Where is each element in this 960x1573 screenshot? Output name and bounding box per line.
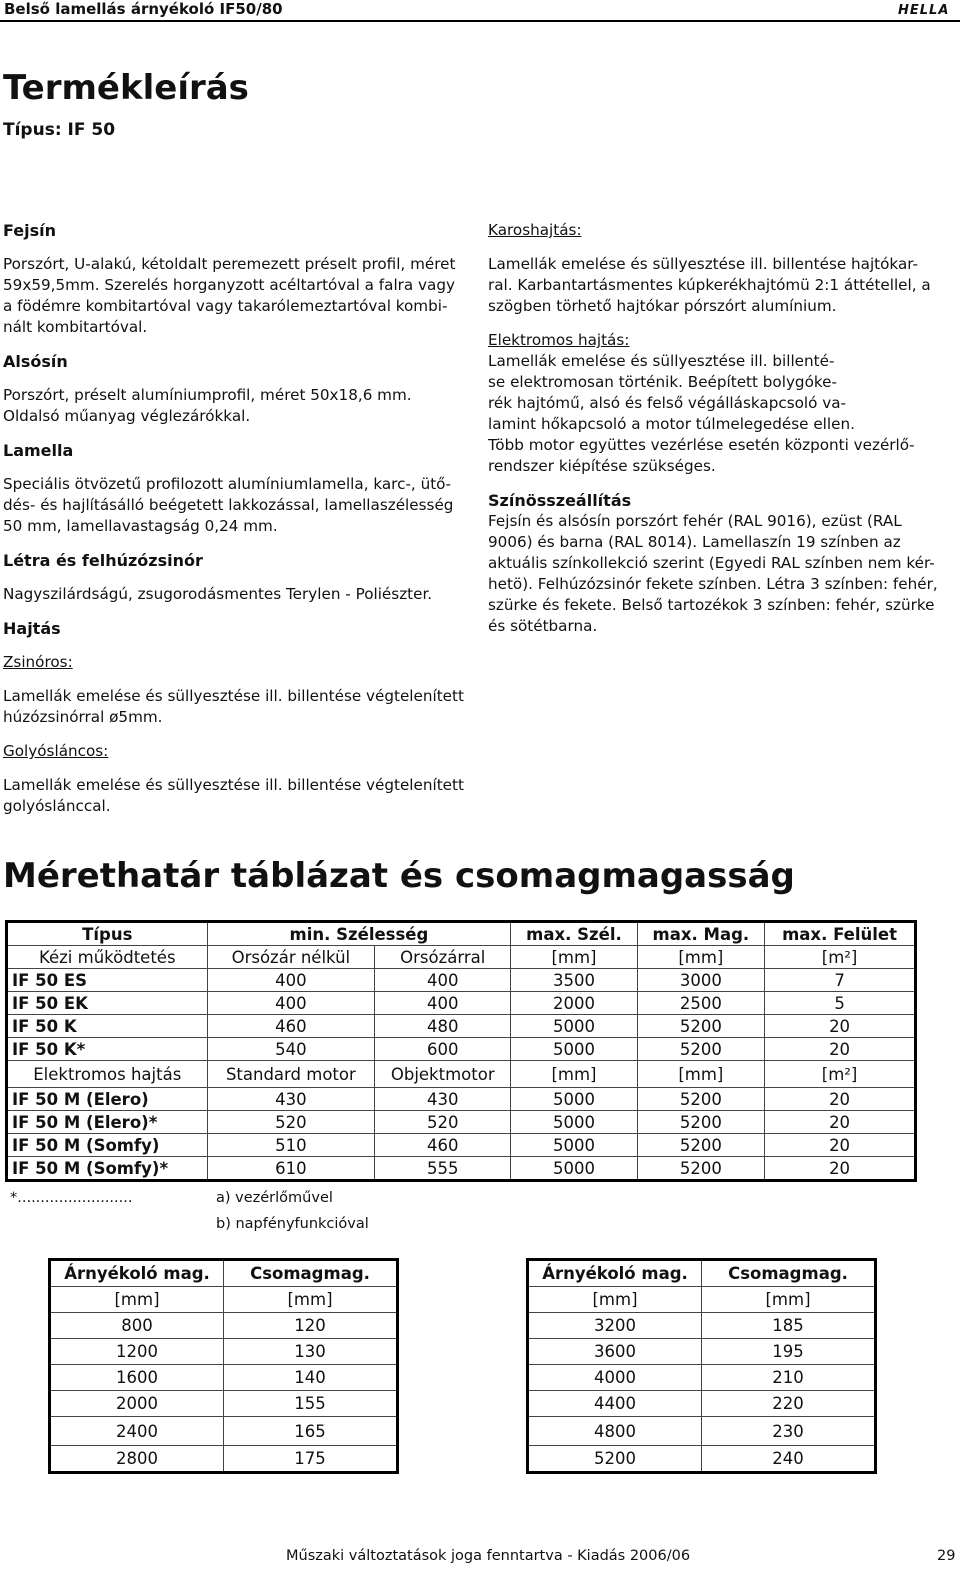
hajtas-heading: Hajtás <box>3 619 61 638</box>
karos-line: szögben törhető hajtókar pórszórt alumínium. <box>488 297 837 315</box>
table-cell: 1600 <box>50 1365 224 1391</box>
letra-line: Nagyszilárdságú, zsugorodásmentes Terylen - Poliészter. <box>3 585 433 603</box>
table-header-cell: Árnyékoló mag. <box>50 1260 224 1287</box>
table-subheader-cell: [mm] <box>511 1061 637 1088</box>
zsinoros-line: húzózsinórral ø5mm. <box>3 708 163 726</box>
alsosin-line: Oldalsó műanyag véglezárókkal. <box>3 407 251 425</box>
table-cell: IF 50 K* <box>7 1038 208 1061</box>
table-cell: 195 <box>702 1339 876 1365</box>
table-header-cell: max. Mag. <box>637 922 765 946</box>
table-cell: 460 <box>375 1134 511 1157</box>
table-cell: IF 50 M (Elero) <box>7 1088 208 1111</box>
table-cell: 5000 <box>511 1157 637 1181</box>
table-subheader-cell: Elektromos hajtás <box>7 1061 208 1088</box>
lamella-line: dés- és hajlításálló beégetett lakkozással, lamellaszélesség <box>3 496 454 514</box>
table-cell: 2500 <box>637 992 765 1015</box>
table-cell: IF 50 K <box>7 1015 208 1038</box>
table-subheader-cell: [mm] <box>637 946 765 969</box>
table-cell: 5200 <box>637 1088 765 1111</box>
lamella-line: 50 mm, lamellavastagság 0,24 mm. <box>3 517 278 535</box>
brand-logo: HELLA <box>898 3 950 18</box>
table-unit-cell: [mm] <box>528 1287 702 1313</box>
table-cell: 3000 <box>637 969 765 992</box>
table-cell: 20 <box>765 1088 916 1111</box>
table-row <box>7 992 916 1015</box>
table-cell: 5200 <box>637 1015 765 1038</box>
table-cell: 120 <box>224 1313 398 1339</box>
table-row <box>7 1157 916 1181</box>
table-cell: 400 <box>207 969 375 992</box>
table-cell: 4400 <box>528 1391 702 1417</box>
table-cell: 5000 <box>511 1088 637 1111</box>
szin-heading: Színösszeállítás <box>488 491 632 510</box>
table-header-cell: Csomagmag. <box>224 1260 398 1287</box>
table-row <box>50 1417 398 1446</box>
table-row <box>528 1446 876 1473</box>
zsinoros-heading: Zsinóros: <box>3 653 73 671</box>
table-cell: 400 <box>207 992 375 1015</box>
header-divider <box>0 20 960 22</box>
table-row <box>50 1391 398 1417</box>
page-title: Termékleírás <box>3 68 249 108</box>
table-cell: 400 <box>375 992 511 1015</box>
table-row <box>528 1391 876 1417</box>
table-cell: 155 <box>224 1391 398 1417</box>
table-cell: 240 <box>702 1446 876 1473</box>
karos-line: Lamellák emelése és süllyesztése ill. billentése hajtókar- <box>488 255 919 273</box>
table-header-cell: Árnyékoló mag. <box>528 1260 702 1287</box>
table-header-cell: Típus <box>7 922 208 946</box>
package-table-2 <box>526 1258 877 1474</box>
zsinoros-line: Lamellák emelése és süllyesztése ill. billentése végtelenített <box>3 687 464 705</box>
table-cell: 230 <box>702 1417 876 1446</box>
table-cell: 20 <box>765 1134 916 1157</box>
table-cell: 800 <box>50 1313 224 1339</box>
table-unit-cell: [mm] <box>702 1287 876 1313</box>
elektro-line: Lamellák emelése és süllyesztése ill. billenté- <box>488 352 835 370</box>
table-cell: 210 <box>702 1365 876 1391</box>
table-cell: 220 <box>702 1391 876 1417</box>
footer-text: Műszaki változtatások joga fenntartva - Kiadás 2006/06 <box>286 1548 691 1564</box>
table-cell: 600 <box>375 1038 511 1061</box>
table-subheader-cell: Standard motor <box>207 1061 375 1088</box>
table-cell: 3200 <box>528 1313 702 1339</box>
table-row <box>50 1339 398 1365</box>
table-row <box>7 1111 916 1134</box>
table-cell: 4800 <box>528 1417 702 1446</box>
left-column <box>3 220 473 817</box>
table-cell: 5200 <box>637 1134 765 1157</box>
table-cell: 3600 <box>528 1339 702 1365</box>
table-cell: 510 <box>207 1134 375 1157</box>
table-cell: 430 <box>375 1088 511 1111</box>
table-cell: 20 <box>765 1015 916 1038</box>
table-cell: 555 <box>375 1157 511 1181</box>
szin-line: aktuális színkollekció szerint (Egyedi RAL színben nem kér- <box>488 554 935 572</box>
header-title: Belső lamellás árnyékoló IF50/80 <box>4 0 283 18</box>
table-row <box>528 1339 876 1365</box>
karos-line: ral. Karbantartásmentes kúpkerékhajtómü 2:1 áttétellel, a <box>488 276 931 294</box>
table-cell: 5 <box>765 992 916 1015</box>
szin-line: szürke és fekete. Belső tartozékok 3 színben: fehér, szürke <box>488 596 935 614</box>
table-cell: 165 <box>224 1417 398 1446</box>
elektro-line: se elektromosan történik. Beépített bolygóke- <box>488 373 837 391</box>
table-row <box>50 1446 398 1473</box>
table-cell: 5200 <box>637 1111 765 1134</box>
table-cell: 2400 <box>50 1417 224 1446</box>
lamella-line: Speciális ötvözetű profilozott alumíniumlamella, karc-, ütő- <box>3 475 451 493</box>
golyo-heading: Golyósláncos: <box>3 742 109 760</box>
table-header-cell: Csomagmag. <box>702 1260 876 1287</box>
table-row <box>7 1088 916 1111</box>
table-cell: 7 <box>765 969 916 992</box>
package-table-1 <box>48 1258 399 1474</box>
table-cell: 20 <box>765 1111 916 1134</box>
fejsin-heading: Fejsín <box>3 221 57 240</box>
table-row <box>528 1313 876 1339</box>
table-cell: 5200 <box>637 1038 765 1061</box>
elektro-heading: Elektromos hajtás: <box>488 331 630 349</box>
karos-heading: Karoshajtás: <box>488 221 582 239</box>
footnote-a: a) vezérlőművel <box>216 1190 333 1206</box>
table-row <box>528 1417 876 1446</box>
elektro-line: rék hajtómű, alsó és felső végálláskapcsoló va- <box>488 394 847 412</box>
table-row <box>528 1365 876 1391</box>
table-cell: 5000 <box>511 1111 637 1134</box>
table-subheader-cell: Orsózár nélkül <box>207 946 375 969</box>
elektro-line: lamint hőkapcsoló a motor túlmelegedése ellen. <box>488 415 855 433</box>
table-cell: 3500 <box>511 969 637 992</box>
table-cell: 5000 <box>511 1134 637 1157</box>
fejsin-line: 59x59,5mm. Szerelés horganyzott acéltartóval a falra vagy <box>3 276 455 294</box>
table-cell: 520 <box>375 1111 511 1134</box>
letra-heading: Létra és felhúzózsinór <box>3 551 203 570</box>
table-cell: 400 <box>375 969 511 992</box>
table-cell: 130 <box>224 1339 398 1365</box>
table-unit-cell: [mm] <box>224 1287 398 1313</box>
table-cell: 4000 <box>528 1365 702 1391</box>
szin-line: hetö). Felhúzózsinór fekete színben. Létra 3 színben: fehér, <box>488 575 938 593</box>
table-cell: 5000 <box>511 1015 637 1038</box>
table-cell: 5200 <box>637 1157 765 1181</box>
table-cell: 2000 <box>50 1391 224 1417</box>
table-cell: 480 <box>375 1015 511 1038</box>
table-subheader-cell: Kézi működtetés <box>7 946 208 969</box>
table-cell: 540 <box>207 1038 375 1061</box>
szin-line: és sötétbarna. <box>488 617 598 635</box>
table-subheader-cell: [m²] <box>765 1061 916 1088</box>
table-subheader-cell: [mm] <box>637 1061 765 1088</box>
table-row <box>7 1134 916 1157</box>
table-cell: 520 <box>207 1111 375 1134</box>
table-header-cell: max. Szél. <box>511 922 637 946</box>
table-cell: 5000 <box>511 1038 637 1061</box>
table-cell: IF 50 M (Somfy)* <box>7 1157 208 1181</box>
table-cell: IF 50 M (Somfy) <box>7 1134 208 1157</box>
table-row <box>7 969 916 992</box>
alsosin-heading: Alsósín <box>3 352 68 371</box>
elektro-line: Több motor együttes vezérlése esetén központi vezérlő- <box>488 436 915 454</box>
right-column <box>488 220 958 637</box>
table-header-cell: max. Felület <box>765 922 916 946</box>
table-cell: 460 <box>207 1015 375 1038</box>
table-unit-cell: [mm] <box>50 1287 224 1313</box>
table-cell: 430 <box>207 1088 375 1111</box>
szin-line: 9006) és barna (RAL 8014). Lamellaszín 19 színben az <box>488 533 901 551</box>
table-header-cell: min. Szélesség <box>207 922 511 946</box>
table-cell: 20 <box>765 1038 916 1061</box>
fejsin-line: a födémre kombitartóval vagy takarólemeztartóval kombi- <box>3 297 448 315</box>
table-row <box>7 1015 916 1038</box>
footnote-b: b) napfényfunkcióval <box>216 1216 369 1232</box>
fejsin-line: Porszórt, U-alakú, kétoldalt peremezett préselt profil, méret <box>3 255 456 273</box>
golyo-line: golyóslánccal. <box>3 797 111 815</box>
table-cell: 175 <box>224 1446 398 1473</box>
alsosin-line: Porszórt, préselt alumíniumprofil, méret 50x18,6 mm. <box>3 386 412 404</box>
footnote-marker: *......................... <box>10 1190 133 1206</box>
limits-table <box>5 920 917 1182</box>
table-row <box>50 1365 398 1391</box>
golyo-line: Lamellák emelése és süllyesztése ill. billentése végtelenített <box>3 776 464 794</box>
table-cell: 185 <box>702 1313 876 1339</box>
table-cell: 610 <box>207 1157 375 1181</box>
table-row <box>50 1313 398 1339</box>
table-subheader-cell: [mm] <box>511 946 637 969</box>
table-cell: IF 50 ES <box>7 969 208 992</box>
table-cell: IF 50 EK <box>7 992 208 1015</box>
table-cell: 2800 <box>50 1446 224 1473</box>
elektro-line: rendszer kiépítése szükséges. <box>488 457 716 475</box>
table-cell: 20 <box>765 1157 916 1181</box>
section-title: Mérethatár táblázat és csomagmagasság <box>3 856 795 896</box>
table-cell: 140 <box>224 1365 398 1391</box>
type-label: Típus: IF 50 <box>3 120 116 140</box>
table-subheader-cell: Objektmotor <box>375 1061 511 1088</box>
lamella-heading: Lamella <box>3 441 74 460</box>
table-cell: 2000 <box>511 992 637 1015</box>
table-row <box>7 1038 916 1061</box>
page-number: 29 <box>937 1548 956 1564</box>
table-cell: 5200 <box>528 1446 702 1473</box>
fejsin-line: nált kombitartóval. <box>3 318 148 336</box>
table-subheader-cell: Orsózárral <box>375 946 511 969</box>
szin-line: Fejsín és alsósín porszórt fehér (RAL 9016), ezüst (RAL <box>488 512 902 530</box>
table-subheader-cell: [m²] <box>765 946 916 969</box>
table-cell: 1200 <box>50 1339 224 1365</box>
table-cell: IF 50 M (Elero)* <box>7 1111 208 1134</box>
